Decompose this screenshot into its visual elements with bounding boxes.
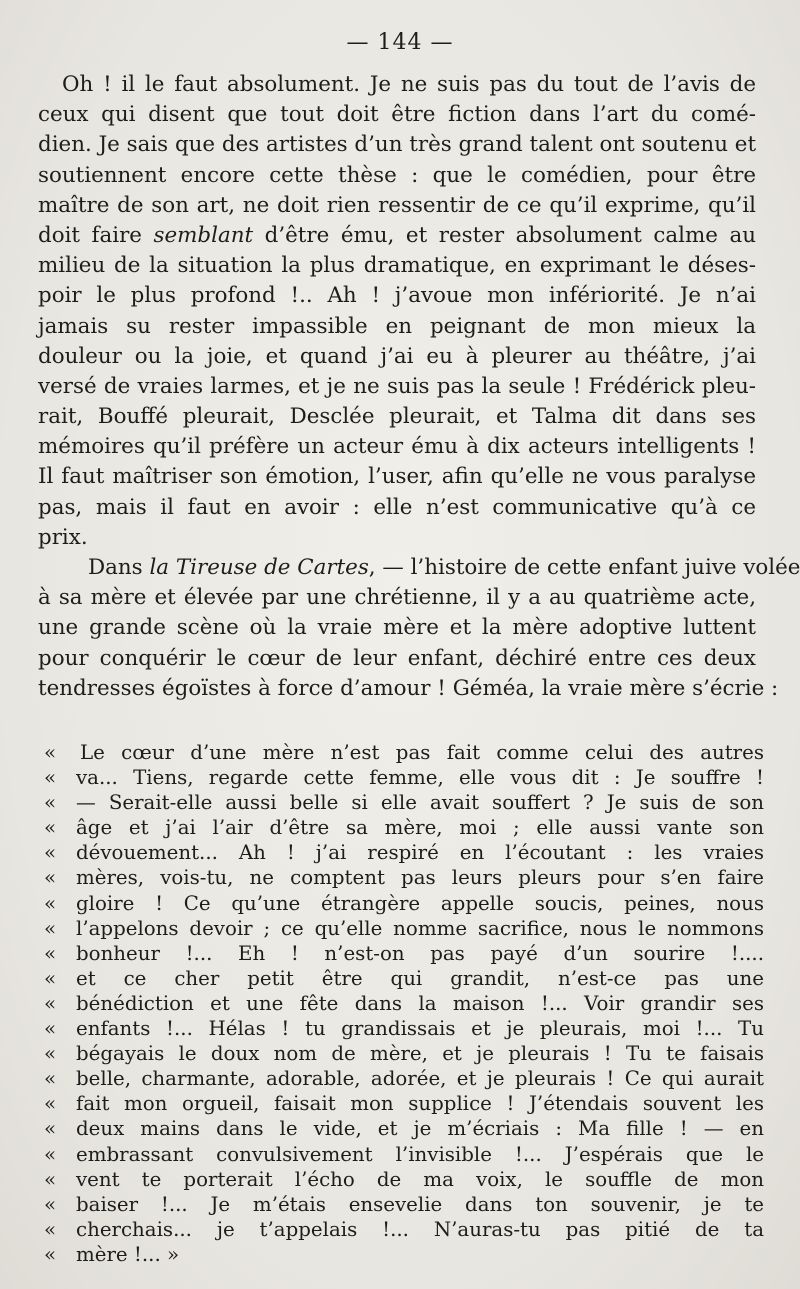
quote-text: l’appelons devoir ; ce qu’elle nomme sacrifice, nous le nommons	[76, 916, 764, 940]
quote-mark: «	[44, 866, 57, 890]
text-line: ceux qui disent que tout doit être fiction dans l’art du comé-	[38, 102, 756, 128]
quote-mark: «	[44, 991, 57, 1015]
text-line: jamais su rester impassible en peignant de mon mieux la	[38, 313, 756, 339]
block-quote	[44, 740, 764, 1267]
quote-mark: «	[44, 941, 57, 965]
text-segment: , — l’histoire de cette enfant juive volée	[368, 555, 800, 580]
quote-text: vent te porterait l’écho de ma voix, le souffle de mon	[76, 1167, 764, 1191]
quote-mark: «	[44, 1067, 57, 1091]
text-line: soutiennent encore cette thèse : que le comédien, pour être	[38, 162, 756, 188]
page-number: — 144 —	[346, 30, 454, 55]
quote-text: fait mon orgueil, faisait mon supplice ! J’étendais souvent les	[76, 1092, 764, 1116]
quote-mark: «	[44, 1242, 57, 1266]
quote-line	[44, 916, 764, 941]
text-line: poir le plus profond !.. Ah ! j’avoue mon infériorité. Je n’ai	[38, 283, 756, 309]
quote-mark: «	[44, 891, 57, 915]
quote-text: mère !... »	[76, 1242, 180, 1266]
quote-mark: «	[44, 841, 57, 865]
text-line: mémoires qu’il préfère un acteur ému à dix acteurs intelligents !	[38, 434, 756, 460]
quote-text: et ce cher petit être qui grandit, n’est-ce pas une	[76, 966, 764, 990]
quote-line	[44, 1217, 764, 1242]
quote-line	[44, 966, 764, 991]
quote-mark: «	[44, 816, 57, 840]
text-segment: d’être ému, et rester absolument calme au	[253, 222, 756, 248]
text-line: prix.	[38, 524, 88, 550]
text-line-with-italic	[38, 553, 800, 583]
quote-line	[44, 865, 764, 890]
quote-line	[44, 1091, 764, 1116]
quote-line	[44, 1142, 764, 1167]
quote-mark: «	[44, 1117, 57, 1141]
quote-text: va... Tiens, regarde cette femme, elle vous dit : Je souffre !	[76, 766, 764, 790]
body-text	[38, 70, 800, 704]
text-line: milieu de la situation la plus dramatique, en exprimant le déses-	[38, 253, 756, 279]
quote-text: dévouement... Ah ! j’ai respiré en l’écoutant : les vraies	[76, 841, 764, 865]
quote-text: gloire ! Ce qu’une étrangère appelle soucis, peines, nous	[76, 891, 764, 915]
quote-text: bonheur !... Eh ! n’est-on pas payé d’un sourire !....	[76, 941, 764, 965]
quote-line	[44, 941, 764, 966]
quote-line	[44, 740, 764, 765]
quote-text: bénédiction et une fête dans la maison !... Voir grandir ses	[76, 991, 764, 1015]
quote-text: belle, charmante, adorable, adorée, et je pleurais ! Ce qui aurait	[76, 1067, 764, 1091]
quote-text: cherchais... je t’appelais !... N’auras-tu pas pitié de ta	[76, 1217, 764, 1241]
italic-title: la Tireuse de Cartes	[149, 555, 369, 580]
quote-mark: «	[44, 766, 57, 790]
quote-mark: «	[44, 1167, 57, 1191]
text-line: dien. Je sais que des artistes d’un très grand talent ont soutenu et	[38, 132, 757, 158]
quote-line	[44, 1116, 764, 1141]
quote-text: Le cœur d’une mère n’est pas fait comme celui des autres	[80, 741, 764, 764]
quote-line	[44, 991, 764, 1016]
text-line: à sa mère et élevée par une chrétienne, il y a au quatrième acte,	[38, 585, 756, 611]
quote-line	[44, 1242, 764, 1267]
text-segment: doit faire	[38, 222, 154, 248]
text-line: maître de son art, ne doit rien ressentir de ce qu’il exprime, qu’il	[38, 192, 756, 218]
quote-mark: «	[44, 1017, 57, 1041]
quote-text: mères, vois-tu, ne comptent pas leurs pleurs pour s’en faire	[76, 866, 764, 890]
text-line: rait, Bouffé pleurait, Desclée pleurait, et Talma dit dans ses	[38, 404, 756, 430]
quote-line	[44, 815, 764, 840]
quote-line	[44, 1016, 764, 1041]
quote-text: embrassant convulsivement l’invisible !... J’espérais que le	[76, 1142, 764, 1166]
quote-text: — Serait-elle aussi belle si elle avait souffert ? Je suis de son	[76, 791, 764, 815]
quote-line	[44, 891, 764, 916]
text-line-with-italic	[38, 221, 756, 251]
quote-line	[44, 1041, 764, 1066]
quote-text: deux mains dans le vide, et je m’écriais : Ma fille ! — en	[76, 1117, 764, 1141]
quote-mark: «	[44, 1042, 57, 1066]
quote-line	[44, 765, 764, 790]
quote-text: enfants !... Hélas ! tu grandissais et je pleurais, moi !... Tu	[76, 1017, 764, 1041]
quote-mark: «	[44, 1217, 57, 1241]
text-line: tendresses égoïstes à force d’amour ! Géméa, la vraie mère s’écrie :	[38, 675, 779, 701]
text-line: Il faut maîtriser son émotion, l’user, afin qu’elle ne vous paralyse	[38, 464, 756, 490]
quote-mark: «	[44, 1192, 57, 1216]
quote-line	[44, 1167, 764, 1192]
text-line: versé de vraies larmes, et je ne suis pas la seule ! Frédérick pleu-	[38, 373, 756, 399]
quote-line	[44, 1066, 764, 1091]
quote-mark: «	[44, 1142, 57, 1166]
quote-mark: «	[44, 741, 57, 764]
text-line: pour conquérir le cœur de leur enfant, déchiré entre ces deux	[38, 645, 756, 671]
text-line: pas, mais il faut en avoir : elle n’est communicative qu’à ce	[38, 494, 756, 520]
quote-mark: «	[44, 966, 57, 990]
italic-word: semblant	[153, 222, 254, 248]
quote-text: âge et j’ai l’air d’être sa mère, moi ; elle aussi vante son	[76, 816, 764, 840]
quote-text: baiser !... Je m’étais ensevelie dans ton souvenir, je te	[76, 1192, 764, 1216]
text-segment: Dans	[88, 555, 150, 580]
quote-line	[44, 840, 764, 865]
quote-mark: «	[44, 1092, 57, 1116]
quote-line	[44, 1192, 764, 1217]
quote-mark: «	[44, 916, 57, 940]
text-line: une grande scène où la vraie mère et la mère adoptive luttent	[38, 615, 756, 641]
quote-text: bégayais le doux nom de mère, et je pleurais ! Tu te faisais	[76, 1042, 764, 1066]
text-line: Oh ! il le faut absolument. Je ne suis pas du tout de l’avis de	[62, 72, 756, 97]
quote-line	[44, 790, 764, 815]
text-line: douleur ou la joie, et quand j’ai eu à pleurer au théâtre, j’ai	[38, 343, 756, 369]
quote-mark: «	[44, 791, 57, 815]
